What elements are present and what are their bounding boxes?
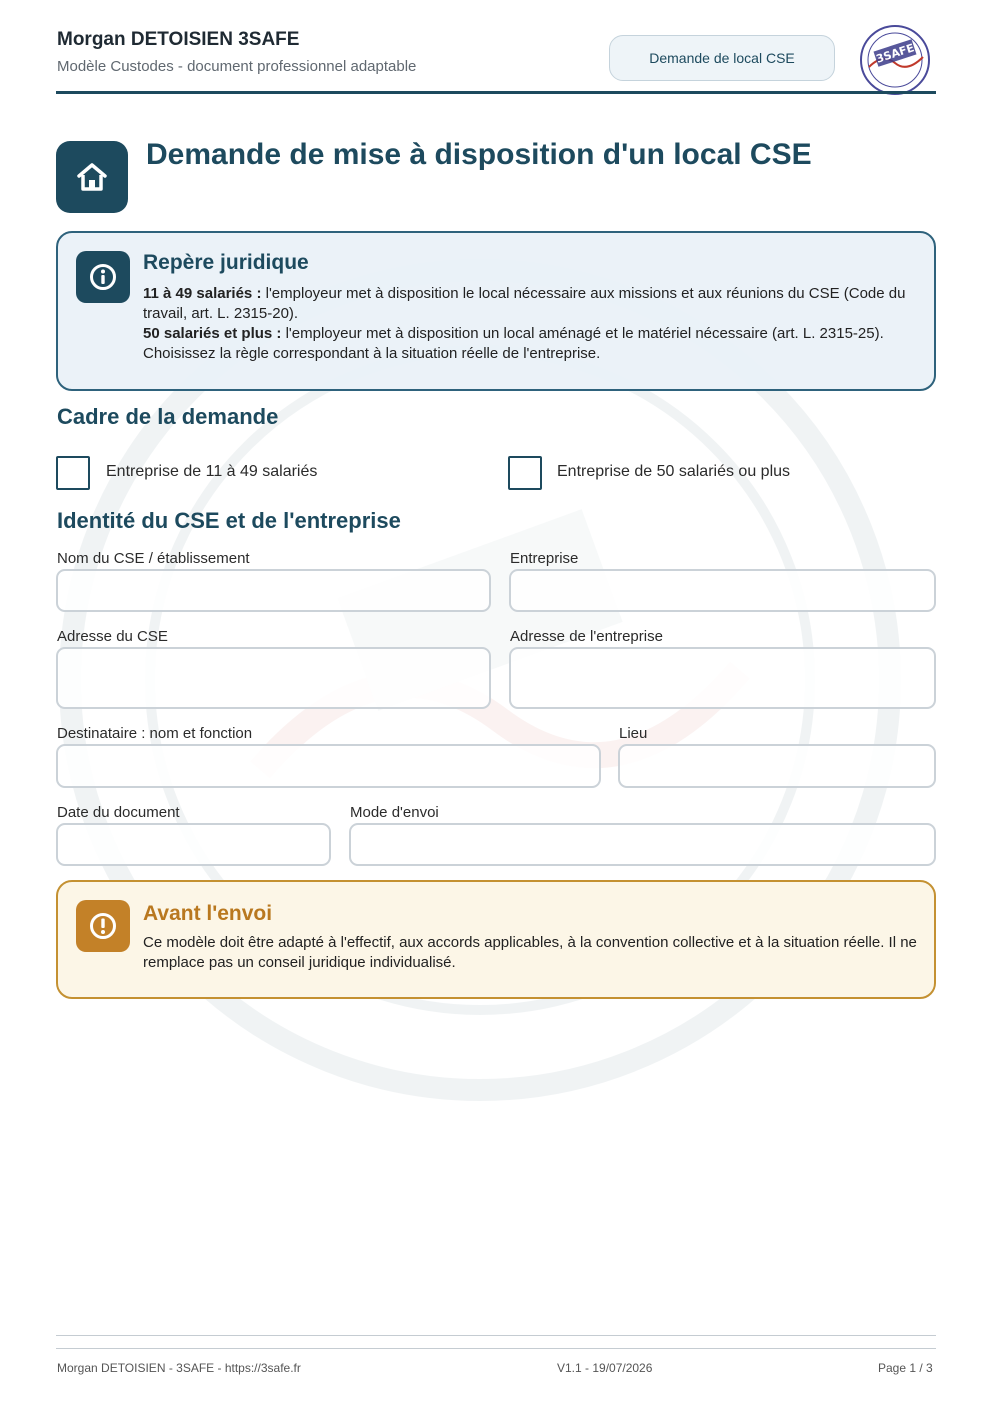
checkbox-11-49[interactable] [56, 456, 90, 490]
lieu-field[interactable] [618, 744, 936, 788]
checkbox-11-49-label: Entreprise de 11 à 49 salariés [106, 463, 318, 480]
footer-version: V1.1 - 19/07/2026 [557, 1361, 653, 1375]
date-field[interactable] [56, 823, 331, 866]
adresse-entreprise-label: Adresse de l'entreprise [510, 628, 663, 645]
date-label: Date du document [57, 804, 180, 821]
nom-cse-label: Nom du CSE / établissement [57, 550, 250, 567]
adresse-cse-label: Adresse du CSE [57, 628, 168, 645]
company-seal-logo [853, 23, 937, 97]
legal-note-body [143, 284, 933, 364]
legal-rule-1-bold: 11 à 49 salariés : [143, 285, 262, 302]
warning-note [56, 880, 936, 999]
seal-text: 3SAFE [874, 41, 916, 66]
legal-rule-1-text: l'employeur met à disposition le local nécessaire aux missions et aux réunions du CSE (Code du travail, art. L. 2315-20). [143, 285, 906, 322]
author-name: Morgan DETOISIEN 3SAFE [57, 29, 300, 50]
adresse-cse-field[interactable] [56, 647, 491, 709]
lieu-label: Lieu [619, 725, 648, 742]
alert-icon [76, 900, 130, 952]
adresse-entreprise-field[interactable] [509, 647, 936, 709]
destinataire-label: Destinataire : nom et fonction [57, 725, 253, 742]
legal-note-title: Repère juridique [143, 251, 309, 274]
checkbox-50-plus-label: Entreprise de 50 salariés ou plus [557, 463, 791, 480]
legal-rule-2-text: l'employeur met à disposition un local aménagé et le matériel nécessaire (art. L. 2315-25). [281, 325, 884, 342]
mode-envoi-field[interactable] [349, 823, 936, 866]
legal-rule-2-bold: 50 salariés et plus : [143, 325, 282, 342]
section-heading-cadre: Cadre de la demande [57, 404, 279, 429]
warning-text: Ce modèle doit être adapté à l'effectif, aux accords applicables, à la convention collective et à la situation réelle. Il ne remplace pas un conseil juridique individualisé. [143, 934, 917, 971]
entreprise-field[interactable] [509, 569, 936, 612]
nom-cse-field[interactable] [56, 569, 491, 612]
header-divider [56, 91, 936, 94]
destinataire-field[interactable] [56, 744, 601, 788]
footer-divider [56, 1335, 936, 1336]
legal-rule-3-text: Choisissez la règle correspondant à la situation réelle de l'entreprise. [143, 345, 601, 362]
entreprise-label: Entreprise [510, 550, 579, 567]
page-number: Page 1 / 3 [878, 1361, 933, 1375]
footer-author: Morgan DETOISIEN - 3SAFE - https://3safe.fr [57, 1361, 301, 1375]
checkbox-50-plus[interactable] [508, 456, 542, 490]
legal-note [56, 231, 936, 391]
footer-divider-secondary [56, 1348, 936, 1349]
section-heading-identite: Identité du CSE et de l'entreprise [57, 508, 401, 533]
mode-envoi-label: Mode d'envoi [350, 804, 439, 821]
document-type-badge: Demande de local CSE [609, 35, 835, 81]
house-icon [56, 141, 128, 213]
page-title: Demande de mise à disposition d'un local CSE [146, 138, 812, 171]
info-icon [76, 251, 130, 303]
warning-title: Avant l'envoi [143, 902, 273, 925]
document-subtitle: Modèle Custodes - document professionnel adaptable [57, 58, 417, 75]
